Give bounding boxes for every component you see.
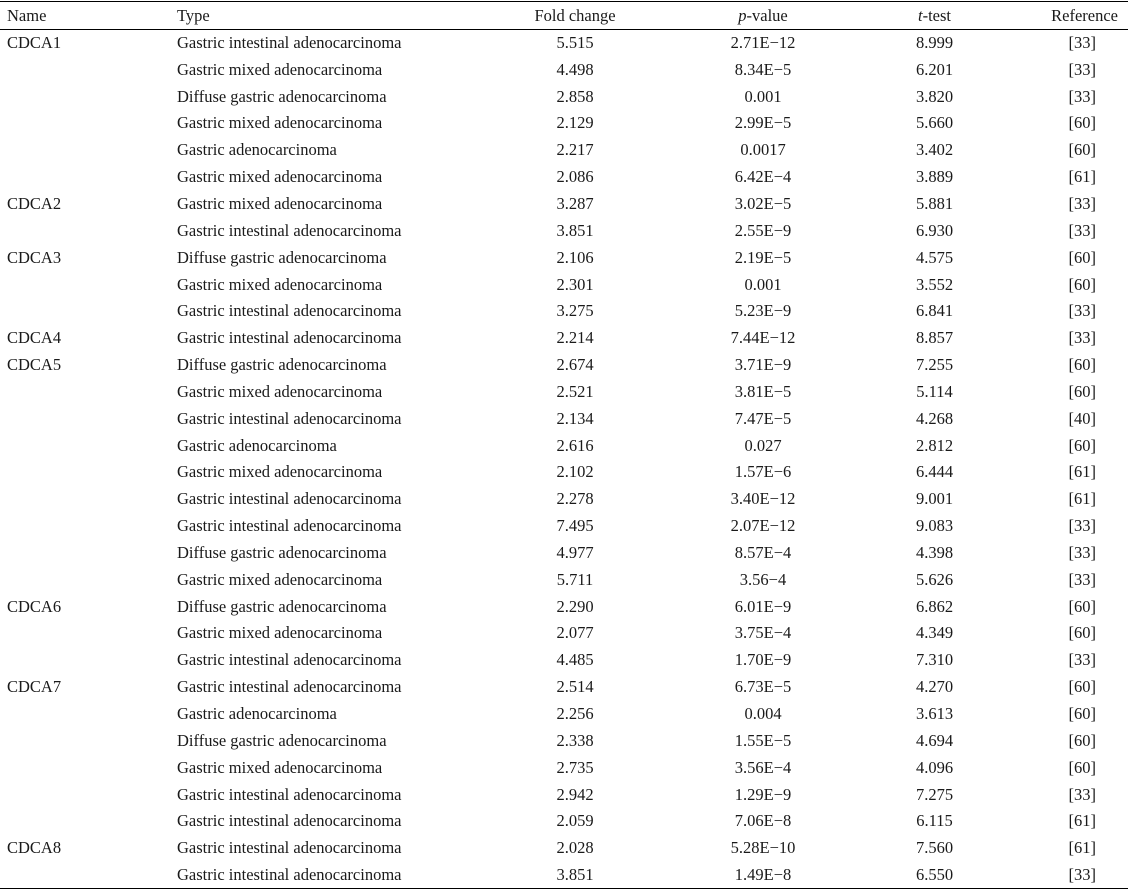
cell-name (0, 486, 177, 513)
cell-type: Gastric mixed adenocarcinoma (177, 167, 383, 187)
cell-fold-change: 2.086 (556, 167, 594, 187)
cell-t-test: 7.310 (915, 650, 954, 670)
cell-fold-change: 4.498 (556, 59, 594, 79)
cell-type: Gastric adenocarcinoma (177, 140, 337, 160)
cell-p-value: 1.57E−6 (734, 462, 792, 482)
cell-type: Gastric mixed adenocarcinoma (177, 623, 383, 643)
table-row (0, 137, 1128, 164)
cell-p-value: 8.34E−5 (734, 59, 792, 79)
cell-name (0, 298, 177, 325)
header-p-value (683, 2, 843, 30)
cell-reference: [60] (1068, 730, 1096, 750)
cell-fold-change: 2.514 (556, 677, 594, 697)
cell-fold-change: 7.495 (556, 516, 594, 536)
cell-t-test: 9.001 (915, 489, 954, 509)
cell-t-test: 3.889 (915, 167, 954, 187)
table-row (0, 647, 1128, 674)
cell-fold-change: 2.214 (556, 328, 594, 348)
cell-p-value: 6.42E−4 (734, 167, 792, 187)
cell-name (0, 83, 177, 110)
cell-name (0, 808, 177, 835)
cell-fold-change: 3.851 (556, 864, 594, 884)
cell-fold-change: 2.256 (556, 704, 594, 724)
table-row (0, 432, 1128, 459)
cell-p-value: 6.01E−9 (734, 596, 792, 616)
table-row (0, 862, 1128, 889)
cell-reference: [33] (1068, 784, 1096, 804)
cell-p-value: 6.73E−5 (734, 677, 792, 697)
cell-name: CDCA7 (7, 677, 62, 697)
cell-name (0, 378, 177, 405)
header-reference: Reference (1026, 2, 1128, 30)
cell-t-test: 3.552 (915, 274, 954, 294)
table-row (0, 83, 1128, 110)
cell-reference: [33] (1068, 569, 1096, 589)
cell-reference: [61] (1068, 167, 1096, 187)
cell-reference: [60] (1068, 704, 1096, 724)
cell-reference: [61] (1068, 489, 1096, 509)
cell-t-test: 6.862 (915, 596, 954, 616)
table-row (0, 459, 1128, 486)
cell-fold-change: 2.858 (556, 86, 594, 106)
cell-p-value: 2.71E−12 (730, 33, 796, 53)
header-p-value-rest: -value (746, 5, 788, 25)
cell-name: CDCA6 (7, 596, 62, 616)
cell-t-test: 9.083 (915, 516, 954, 536)
cell-fold-change: 4.977 (556, 542, 594, 562)
cell-p-value: 8.57E−4 (734, 542, 792, 562)
cell-p-value: 5.23E−9 (734, 301, 792, 321)
cell-type: Gastric intestinal adenocarcinoma (177, 301, 402, 321)
cell-p-value: 3.71E−9 (734, 355, 792, 375)
cell-reference: [33] (1068, 193, 1096, 213)
cell-type: Gastric intestinal adenocarcinoma (177, 408, 402, 428)
cell-t-test: 8.999 (915, 33, 954, 53)
cell-t-test: 8.857 (915, 328, 954, 348)
table-row (0, 781, 1128, 808)
cell-fold-change: 5.711 (556, 569, 594, 589)
cell-t-test: 7.560 (915, 838, 954, 858)
cell-name (0, 459, 177, 486)
cell-reference: [61] (1068, 462, 1096, 482)
cell-fold-change: 2.278 (556, 489, 594, 509)
cell-reference: [60] (1068, 757, 1096, 777)
cell-p-value: 2.55E−9 (734, 220, 792, 240)
cell-name: CDCA1 (7, 33, 62, 53)
cell-type: Gastric intestinal adenocarcinoma (177, 811, 402, 831)
cell-p-value: 1.49E−8 (734, 864, 792, 884)
table-row (0, 674, 1128, 701)
cell-type: Gastric intestinal adenocarcinoma (177, 784, 402, 804)
cell-type: Diffuse gastric adenocarcinoma (177, 355, 387, 375)
cell-fold-change: 3.851 (556, 220, 594, 240)
cell-type: Gastric adenocarcinoma (177, 704, 337, 724)
cell-name (0, 271, 177, 298)
cell-t-test: 5.626 (915, 569, 954, 589)
cell-type: Gastric intestinal adenocarcinoma (177, 516, 402, 536)
cell-p-value: 3.81E−5 (734, 381, 792, 401)
cell-fold-change: 2.102 (556, 462, 594, 482)
cell-t-test: 2.812 (915, 435, 954, 455)
header-row (0, 2, 1128, 30)
cell-reference: [33] (1068, 220, 1096, 240)
cell-reference: [33] (1068, 864, 1096, 884)
cell-p-value: 2.99E−5 (734, 113, 792, 133)
cell-type: Diffuse gastric adenocarcinoma (177, 542, 387, 562)
cell-reference: [60] (1068, 247, 1096, 267)
cell-name (0, 56, 177, 83)
cell-type: Gastric intestinal adenocarcinoma (177, 220, 402, 240)
cell-reference: [60] (1068, 596, 1096, 616)
cell-t-test: 3.402 (915, 140, 954, 160)
cell-t-test: 7.275 (915, 784, 954, 804)
table-row (0, 110, 1128, 137)
cell-name: CDCA5 (7, 355, 62, 375)
cell-type: Gastric intestinal adenocarcinoma (177, 838, 402, 858)
cell-p-value: 3.56−4 (739, 569, 787, 589)
cell-type: Gastric mixed adenocarcinoma (177, 113, 383, 133)
cell-fold-change: 2.301 (556, 274, 594, 294)
cell-name: CDCA2 (7, 193, 62, 213)
cell-name (0, 110, 177, 137)
cell-p-value: 0.004 (744, 704, 782, 724)
table-row (0, 378, 1128, 405)
cell-p-value: 3.56E−4 (734, 757, 792, 777)
cell-fold-change: 3.275 (556, 301, 594, 321)
cell-reference: [61] (1068, 811, 1096, 831)
table-row (0, 298, 1128, 325)
cell-name (0, 862, 177, 889)
cell-reference: [60] (1068, 381, 1096, 401)
cell-t-test: 6.201 (915, 59, 954, 79)
cell-type: Gastric mixed adenocarcinoma (177, 569, 383, 589)
cell-name (0, 432, 177, 459)
cell-reference: [33] (1068, 516, 1096, 536)
cell-fold-change: 2.942 (556, 784, 594, 804)
header-t-test-italic: t (917, 5, 923, 25)
cell-fold-change: 2.077 (556, 623, 594, 643)
cell-type: Gastric mixed adenocarcinoma (177, 381, 383, 401)
cell-t-test: 5.114 (916, 381, 953, 401)
cell-reference: [33] (1068, 33, 1096, 53)
cell-p-value: 1.55E−5 (734, 730, 792, 750)
cell-reference: [60] (1068, 113, 1096, 133)
cell-type: Gastric mixed adenocarcinoma (177, 462, 383, 482)
cell-name (0, 164, 177, 191)
header-p-value-italic: p (738, 5, 747, 25)
table-row (0, 30, 1128, 57)
table-row (0, 808, 1128, 835)
table-header (0, 2, 1128, 30)
cell-name (0, 137, 177, 164)
cell-p-value: 2.19E−5 (734, 247, 792, 267)
cell-name (0, 566, 177, 593)
table-row (0, 244, 1128, 271)
cell-reference: [33] (1068, 328, 1096, 348)
cell-fold-change: 5.515 (556, 33, 594, 53)
cell-type: Gastric intestinal adenocarcinoma (177, 864, 402, 884)
cell-fold-change: 2.338 (556, 730, 594, 750)
cell-fold-change: 2.106 (556, 247, 594, 267)
cell-name (0, 781, 177, 808)
cell-name: CDCA3 (7, 247, 62, 267)
cell-reference: [60] (1068, 435, 1096, 455)
table-row (0, 593, 1128, 620)
cell-reference: [60] (1068, 355, 1096, 375)
table-row (0, 352, 1128, 379)
cell-fold-change: 2.290 (556, 596, 594, 616)
cell-p-value: 0.027 (744, 435, 782, 455)
cell-t-test: 4.575 (915, 247, 954, 267)
cell-type: Gastric intestinal adenocarcinoma (177, 33, 402, 53)
cell-type: Gastric intestinal adenocarcinoma (177, 489, 402, 509)
cell-fold-change: 2.134 (556, 408, 594, 428)
table-row (0, 754, 1128, 781)
cell-name: CDCA4 (7, 328, 62, 348)
cell-name (0, 754, 177, 781)
cell-t-test: 4.349 (915, 623, 954, 643)
cdca-expression-table (0, 1, 1128, 889)
cell-reference: [33] (1068, 86, 1096, 106)
cell-p-value: 2.07E−12 (730, 516, 796, 536)
cell-reference: [33] (1068, 650, 1096, 670)
header-type: Type (177, 2, 467, 30)
cell-t-test: 6.930 (915, 220, 954, 240)
header-t-test (843, 2, 1026, 30)
cell-p-value: 0.001 (744, 274, 782, 294)
table-row (0, 486, 1128, 513)
cell-name (0, 540, 177, 567)
table-row (0, 835, 1128, 862)
table-row (0, 56, 1128, 83)
cell-name (0, 727, 177, 754)
cell-p-value: 5.28E−10 (730, 838, 796, 858)
cell-reference: [33] (1068, 542, 1096, 562)
cell-type: Gastric mixed adenocarcinoma (177, 59, 383, 79)
cell-type: Diffuse gastric adenocarcinoma (177, 86, 387, 106)
cell-fold-change: 2.217 (556, 140, 594, 160)
cell-type: Diffuse gastric adenocarcinoma (177, 247, 387, 267)
cell-type: Gastric mixed adenocarcinoma (177, 757, 383, 777)
cell-p-value: 7.06E−8 (734, 811, 792, 831)
cell-reference: [61] (1068, 838, 1096, 858)
cell-reference: [60] (1068, 623, 1096, 643)
cell-reference: [33] (1068, 59, 1096, 79)
cell-p-value: 0.001 (744, 86, 782, 106)
table-row (0, 540, 1128, 567)
header-name: Name (0, 2, 177, 30)
cell-t-test: 5.881 (915, 193, 954, 213)
cell-fold-change: 2.129 (556, 113, 594, 133)
cell-p-value: 3.40E−12 (730, 489, 796, 509)
cell-type: Gastric mixed adenocarcinoma (177, 274, 383, 294)
table-row (0, 191, 1128, 218)
cell-name: CDCA8 (7, 838, 62, 858)
cell-reference: [60] (1068, 274, 1096, 294)
table-row (0, 271, 1128, 298)
table-row (0, 405, 1128, 432)
cell-fold-change: 2.735 (556, 757, 594, 777)
cell-name (0, 701, 177, 728)
cell-fold-change: 2.059 (556, 811, 594, 831)
cell-t-test: 3.613 (915, 704, 954, 724)
cell-t-test: 6.841 (915, 301, 954, 321)
table-row (0, 325, 1128, 352)
table-row (0, 164, 1128, 191)
cell-type: Gastric intestinal adenocarcinoma (177, 328, 402, 348)
cell-fold-change: 4.485 (556, 650, 594, 670)
table-row (0, 566, 1128, 593)
cell-fold-change: 2.616 (556, 435, 594, 455)
cell-t-test: 4.096 (915, 757, 954, 777)
cell-reference: [40] (1068, 408, 1096, 428)
cell-type: Gastric intestinal adenocarcinoma (177, 677, 402, 697)
cell-reference: [60] (1068, 140, 1096, 160)
cell-p-value: 7.47E−5 (734, 408, 792, 428)
cell-type: Diffuse gastric adenocarcinoma (177, 596, 387, 616)
table-row (0, 217, 1128, 244)
cell-t-test: 4.270 (915, 677, 954, 697)
cell-reference: [33] (1068, 301, 1096, 321)
cell-t-test: 5.660 (915, 113, 954, 133)
table-row (0, 701, 1128, 728)
cell-fold-change: 2.521 (556, 381, 594, 401)
cell-name (0, 647, 177, 674)
cell-name (0, 405, 177, 432)
table-row (0, 727, 1128, 754)
cell-t-test: 6.115 (916, 811, 953, 831)
cell-t-test: 7.255 (915, 355, 954, 375)
cell-type: Diffuse gastric adenocarcinoma (177, 730, 387, 750)
cell-name (0, 513, 177, 540)
cell-name (0, 217, 177, 244)
cell-fold-change: 3.287 (556, 193, 594, 213)
cell-reference: [60] (1068, 677, 1096, 697)
cell-t-test: 4.398 (915, 542, 954, 562)
cell-p-value: 3.02E−5 (734, 193, 792, 213)
cell-type: Gastric adenocarcinoma (177, 435, 337, 455)
cell-t-test: 4.268 (915, 408, 954, 428)
cell-type: Gastric intestinal adenocarcinoma (177, 650, 402, 670)
cell-p-value: 3.75E−4 (734, 623, 792, 643)
cell-name (0, 620, 177, 647)
cell-fold-change: 2.028 (556, 838, 594, 858)
cell-t-test: 6.444 (915, 462, 954, 482)
table-row (0, 620, 1128, 647)
cell-fold-change: 2.674 (556, 355, 594, 375)
cell-p-value: 0.0017 (740, 140, 786, 160)
cell-t-test: 4.694 (915, 730, 954, 750)
header-fold-change: Fold change (467, 2, 683, 30)
cell-t-test: 3.820 (915, 86, 954, 106)
cell-t-test: 6.550 (915, 864, 954, 884)
table-row (0, 513, 1128, 540)
header-t-test-rest: -test (922, 5, 951, 25)
cell-p-value: 1.70E−9 (734, 650, 792, 670)
cell-type: Gastric mixed adenocarcinoma (177, 193, 383, 213)
cell-p-value: 1.29E−9 (734, 784, 792, 804)
table-body (0, 30, 1128, 889)
cell-p-value: 7.44E−12 (730, 328, 796, 348)
